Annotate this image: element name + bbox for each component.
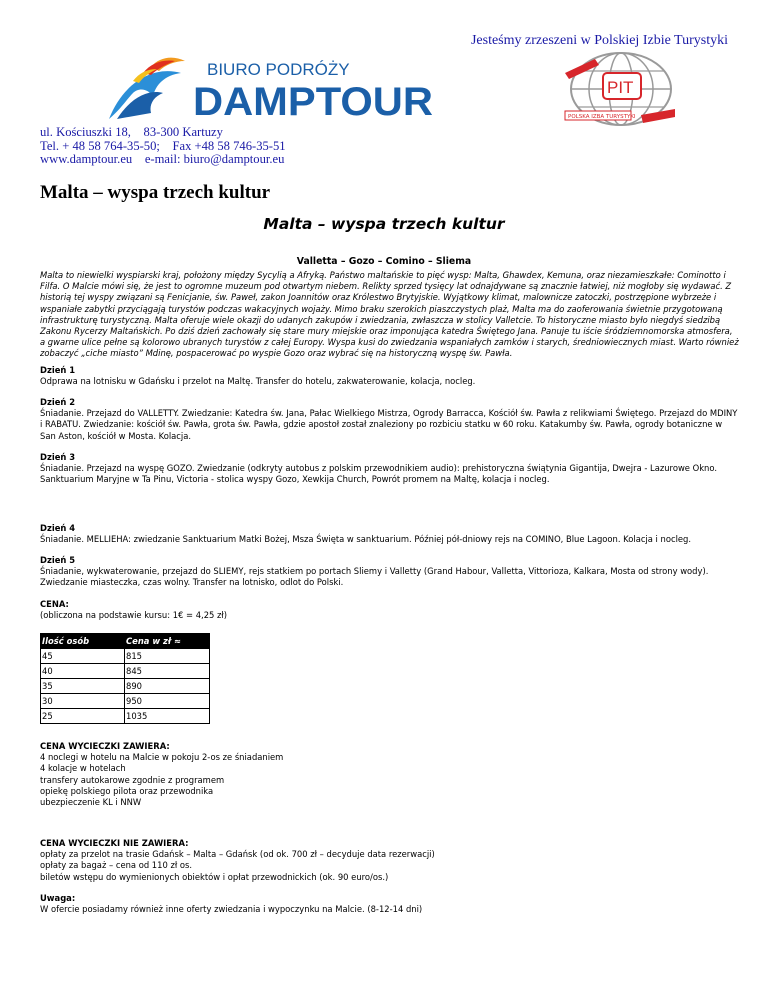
header-tagline: Jesteśmy zrzeszeni w Polskiej Izbie Turystyki [470,33,728,48]
document-title: Malta – wyspa trzech kultur [40,182,271,203]
people-count-cell: 40 [41,664,125,679]
day-title: Dzień 4 [40,523,76,533]
day-section [40,452,740,486]
table-row [41,709,210,724]
list-item: transfery autokarowe zgodnie z programem [40,774,225,785]
table-row [41,679,210,694]
day-section [40,397,740,442]
table-row [41,694,210,709]
people-count-cell: 35 [41,679,125,694]
logo-wave-icon [109,58,185,119]
excludes-title: CENA WYCIECZKI NIE ZAWIERA: [40,838,189,848]
includes-section [40,741,740,808]
includes-title: CENA WYCIECZKI ZAWIERA: [40,741,170,751]
intro-paragraph: Malta to niewielki wyspiarski kraj, położony między Sycylią a Afryką. Państwo maltańskie to pięć wysp: Malta, Ghawdex, Kemuna, oraz niezamieszkałe: Cominotto i Filfa. O Malcie mówi się, że jest to ogromne muzeum pod otwartym niebem. Relikty sprzed tysięcy lat odnajdywane są znacznie łatwiej, niż mogłoby się wydawać. Z historią tej wyspy związani są Fenicjanie, św. Paweł, zakon Joannitów oraz Królestwo Brytyjskie. Wyjątkowy klimat, malownicze zatoczki, postrzępione wybrzeże i wspaniałe zabytki przyciągają turystów podczas wakacyjnych wojaży. Mimo braku szerokich piaszczystych plaż, Malta ma do zaoferowania świetnie przygotowaną infrastrukturę turystyczną. Malta oferuje wiele okazji do udanych zakupów i zwiedzania, zwłaszcza w stolicy Valletcie. To historyczne miasto było niegdyś siedzibą Zakonu Rycerzy Maltańskich. Po dziś dzień zachowały się stare mury miejskie oraz imponująca katedra Świętego Jana. Panuje tu iście śródziemnomorska atmosfera, a gwarne ulice pełne są kolorowo ubranych turystów z całej Europy. Wyspa kusi do zwiedzania wspaniałych zamków i starych, średniowiecznych miast. Warto również zobaczyć „ciche miasto” Mdinę, pospacerować po wyspie Gozo oraz wybrać się na historyczną wyspę św. Pawła. [40,270,739,359]
price-cell: 1035 [125,709,210,724]
contact-address: ul. Kościuszki 18, 83-300 Kartuzy [40,125,223,139]
day-title: Dzień 2 [40,397,76,407]
people-count-cell: 25 [41,709,125,724]
list-item: ubezpieczenie KL i NNW [40,797,142,808]
day-title: Dzień 1 [40,365,76,375]
seal-ring-text: POLSKA IZBA TURYSTYKI [568,114,636,120]
people-count-cell: 30 [41,694,125,709]
table-row [41,664,210,679]
list-item: opłaty za bagaż – cena od 110 zł os. [40,860,193,871]
price-section [40,599,740,621]
price-note: (obliczona na podstawie kursu: 1€ = 4,25 zł) [40,610,228,621]
route-line: Valletta – Gozo – Comino – Sliema [296,256,472,267]
list-item: opiekę polskiego pilota oraz przewodnika [40,785,214,796]
price-title: CENA: [40,599,69,609]
day-text: Śniadanie, wykwaterowanie, przejazd do SLIEMY, rejs statkiem po portach Sliemy i Valletty (Grand Habour, Valletta, Vittorioza, Kalkara, Mosta od strony wody). Zwiedzanie miasteczka, czas wolny. Transfer na lotnisko, odlot do Polski. [40,566,709,588]
list-item: biletów wstępu do wymienionych obiektów i opłat przewodnickich (ok. 90 euro/os.) [40,871,389,882]
people-count-cell: 45 [41,649,125,664]
contact-block [40,126,286,167]
price-cell: 845 [125,664,210,679]
list-item: 4 noclegi w hotelu na Malcie w pokoju 2-os ze śniadaniem [40,752,284,763]
pit-seal-logo [555,51,683,127]
logo-brand-text: DAMPTOUR [193,80,434,124]
day-section [40,365,740,387]
damptour-logo [103,53,443,125]
column-header: Cena w zł ≈ [125,634,210,649]
table-row [41,649,210,664]
contact-phone: Tel. + 48 58 764-35-50; Fax +48 58 746-35-51 [40,138,286,153]
seal-acronym: PIT [607,78,634,97]
logo-top-text: BIURO PODRÓŻY [207,60,350,79]
day-text: Odprawa na lotnisku w Gdańsku i przelot na Maltę. Transfer do hotelu, zakwaterowanie, kolacja, nocleg. [40,376,476,387]
day-section [40,555,740,589]
price-cell: 815 [125,649,210,664]
price-table [40,633,210,724]
day-title: Dzień 5 [40,555,76,565]
table-header-row [41,634,210,649]
day-section [40,523,740,545]
column-header: Ilość osób [41,634,125,649]
remark-title: Uwaga: [40,893,76,903]
remark-section [40,893,740,915]
day-text: Śniadanie. Przejazd do VALLETTY. Zwiedzanie: Katedra św. Jana, Pałac Wielkiego Mistrza, Ogrody Barracca, Kościół św. Pawła z relikwiami Świętego. Przejazd do MDINY i RABATU. Zwiedzanie: kościół św. Pawła, grota św. Pawła, gdzie apostoł został znaleziony po rozbiciu statku w 60 roku. Katakumby św. Pawła, ogrody botaniczne w San Aston, kościół w Mosta. Kolacja. [40,408,738,441]
price-cell: 890 [125,679,210,694]
day-text: Śniadanie. Przejazd na wyspę GOZO. Zwiedzanie (odkryty autobus z polskim przewodnikiem audio): prehistoryczna świątynia Gigantija, Dwejra - Lazurowe Okno. Sanktuarium Maryjne w Ta Pinu, Victoria - stolica wyspy Gozo, Xewkija Church, Powrót promem na Maltę, kolacja i nocleg. [40,463,717,485]
excludes-section [40,838,740,883]
day-text: Śniadanie. MELLIEHA: zwiedzanie Sanktuarium Matki Bożej, Msza Święta w sanktuarium. Później pół-dniowy rejs na COMINO, Blue Lagoon. Kolacja i nocleg. [40,534,692,545]
list-item: 4 kolacje w hotelach [40,763,126,774]
list-item: opłaty za przelot na trasie Gdańsk – Malta – Gdańsk (od ok. 700 zł – decyduje data rezerwacji) [40,849,435,860]
remark-text: W ofercie posiadamy również inne oferty zwiedzania i wypoczynku na Malcie. (8-12-14 dni) [40,904,423,915]
contact-web-email[interactable]: www.damptour.eu e-mail: biuro@damptour.eu [40,152,285,167]
day-title: Dzień 3 [40,452,76,462]
offer-subtitle: Malta – wyspa trzech kultur [263,215,505,233]
price-cell: 950 [125,694,210,709]
